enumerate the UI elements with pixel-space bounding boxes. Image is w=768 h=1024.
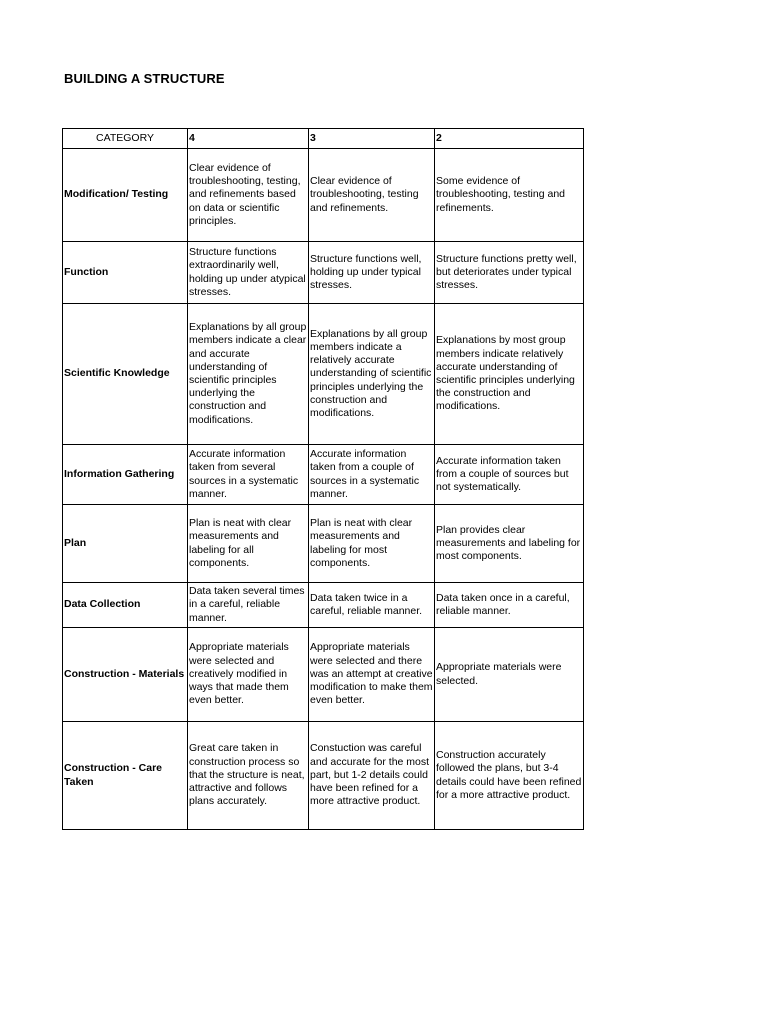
score-2-cell: Structure functions pretty well, but deteriorates under typical stresses.: [435, 242, 584, 304]
table-row: [63, 149, 584, 242]
score-3-cell: Appropriate materials were selected and there was an attempt at creative modification to make them even better.: [309, 628, 435, 722]
document-title: BUILDING A STRUCTURE: [64, 71, 225, 86]
category-cell: Data Collection: [63, 583, 188, 628]
score-2-cell: Some evidence of troubleshooting, testing and refinements.: [435, 149, 584, 242]
score-4-cell: Accurate information taken from several sources in a systematic manner.: [188, 445, 309, 505]
rubric-table: [62, 128, 584, 830]
score-3-cell: Accurate information taken from a couple of sources in a systematic manner.: [309, 445, 435, 505]
category-cell: Construction - Care Taken: [63, 722, 188, 830]
table-row: [63, 304, 584, 445]
score-4-cell: Clear evidence of troubleshooting, testing, and refinements based on data or scientific principles.: [188, 149, 309, 242]
score-4-cell: Great care taken in construction process so that the structure is neat, attractive and follows plans accurately.: [188, 722, 309, 830]
score-3-cell: Explanations by all group members indicate a relatively accurate understanding of scientific principles underlying the construction and modifications.: [309, 304, 435, 445]
score-2-cell: Appropriate materials were selected.: [435, 628, 584, 722]
table-row: [63, 628, 584, 722]
score-2-cell: Data taken once in a careful, reliable manner.: [435, 583, 584, 628]
score-4-cell: Explanations by all group members indicate a clear and accurate understanding of scientific principles underlying the construction and modifications.: [188, 304, 309, 445]
table-row: [63, 583, 584, 628]
header-score-3: 3: [309, 129, 435, 149]
table-row: [63, 445, 584, 505]
score-2-cell: Explanations by most group members indicate relatively accurate understanding of scientific principles underlying the construction and modifications.: [435, 304, 584, 445]
category-cell: Function: [63, 242, 188, 304]
score-4-cell: Plan is neat with clear measurements and labeling for all components.: [188, 505, 309, 583]
category-cell: Plan: [63, 505, 188, 583]
score-2-cell: Plan provides clear measurements and labeling for most components.: [435, 505, 584, 583]
category-cell: Construction - Materials: [63, 628, 188, 722]
category-cell: Modification/ Testing: [63, 149, 188, 242]
score-4-cell: Data taken several times in a careful, reliable manner.: [188, 583, 309, 628]
score-3-cell: Plan is neat with clear measurements and labeling for most components.: [309, 505, 435, 583]
score-2-cell: Accurate information taken from a couple of sources but not systematically.: [435, 445, 584, 505]
score-4-cell: Appropriate materials were selected and creatively modified in ways that made them even better.: [188, 628, 309, 722]
score-3-cell: Data taken twice in a careful, reliable manner.: [309, 583, 435, 628]
category-cell: Information Gathering: [63, 445, 188, 505]
header-score-4: 4: [188, 129, 309, 149]
score-3-cell: Structure functions well, holding up under typical stresses.: [309, 242, 435, 304]
score-3-cell: Clear evidence of troubleshooting, testing and refinements.: [309, 149, 435, 242]
score-4-cell: Structure functions extraordinarily well, holding up under atypical stresses.: [188, 242, 309, 304]
header-category: CATEGORY: [63, 129, 188, 149]
table-row: [63, 242, 584, 304]
category-cell: Scientific Knowledge: [63, 304, 188, 445]
score-3-cell: Constuction was careful and accurate for the most part, but 1-2 details could have been refined for a more attractive product.: [309, 722, 435, 830]
table-row: [63, 505, 584, 583]
score-2-cell: Construction accurately followed the plans, but 3-4 details could have been refined for a more attractive product.: [435, 722, 584, 830]
table-row: [63, 722, 584, 830]
header-score-2: 2: [435, 129, 584, 149]
header-row: [63, 129, 584, 149]
